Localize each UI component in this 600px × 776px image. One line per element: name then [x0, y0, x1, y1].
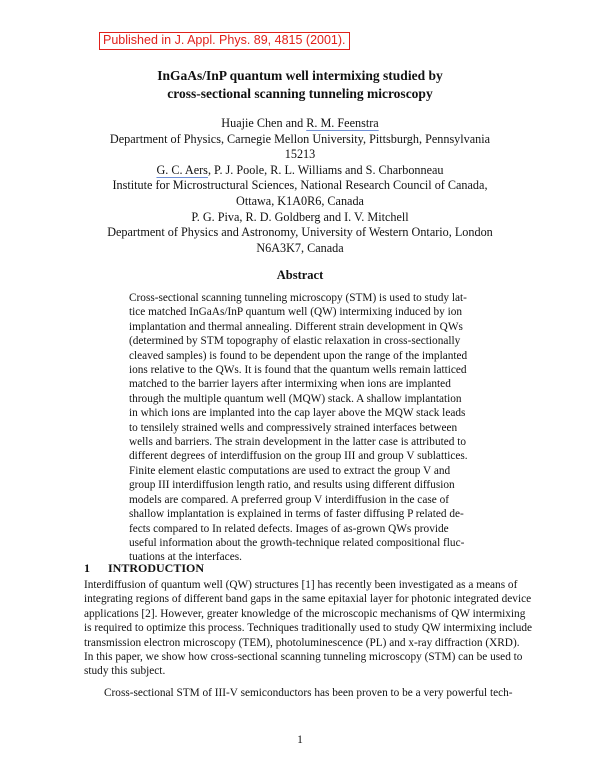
abstract-line: implantation and thermal annealing. Different strain development in QWs — [129, 320, 463, 333]
abstract-line: models are compared. A preferred group V interdiffusion in the case of — [129, 493, 449, 506]
section-heading — [84, 560, 204, 576]
affiliation-line: N6A3K7, Canada — [256, 240, 344, 255]
author-line-2 — [0, 163, 600, 179]
title-line: InGaAs/InP quantum well intermixing studied by — [157, 68, 443, 83]
affiliation-line: Ottawa, K1A0R6, Canada — [236, 193, 364, 208]
abstract-line: ions relative to the QWs. It is found that the quantum wells remain latticed — [129, 364, 467, 377]
abstract-line: to tensilely strained wells and compressively strained interfaces between — [129, 421, 458, 434]
abstract-line: useful information about the growth-technique related compositional fluc- — [129, 536, 465, 549]
intro-paragraph-2: Cross-sectional STM of III-V semiconductors has been proven to be a very powerful tech- — [104, 687, 513, 699]
intro-line: transmission electron microscopy (TEM), photoluminescence (PL) and x-ray diffraction (XRD). — [84, 636, 520, 649]
abstract-line: through the multiple quantum well (MQW) stack. A shallow implantation — [129, 392, 462, 405]
author-name: , P. J. Poole, R. L. Williams and S. Charbonneau — [207, 162, 444, 177]
author-link-feenstra[interactable]: R. M. Feenstra — [306, 116, 379, 130]
author-name: Huajie Chen and — [221, 116, 307, 130]
abstract-line: Finite element elastic computations are used to extract the group V and — [129, 464, 451, 477]
author-link-aers[interactable]: G. C. Aers — [156, 162, 208, 177]
abstract-line: cleaved samples) is found to be dependent upon the range of the implanted — [129, 349, 468, 362]
page-number: 1 — [297, 734, 303, 746]
abstract-line: different degrees of interdiffusion on the group III and group V sublattices. — [129, 450, 468, 463]
abstract-heading: Abstract — [276, 268, 324, 282]
abstract-line: shallow implantation is explained in terms of faster diffusing P related de- — [129, 508, 464, 521]
intro-line: is required to optimize this process. Techniques traditionally used to study QW intermixing include — [84, 622, 533, 635]
abstract-line: tuations at the interfaces. — [129, 551, 242, 564]
title-line: cross-sectional scanning tunneling microscopy — [167, 86, 433, 101]
abstract-line: tice matched InGaAs/InP quantum well (QW) intermixing induced by ion — [129, 306, 463, 319]
abstract-line: group III interdiffusion length ratio, and results using different diffusion — [129, 479, 455, 492]
author-block — [0, 116, 600, 256]
abstract-line: matched to the barrier layers after intermixing when ions are implanted — [129, 378, 451, 391]
affiliation-line: Department of Physics and Astronomy, University of Western Ontario, London — [107, 225, 493, 240]
intro-line: study this subject. — [84, 665, 166, 678]
author-line-3: P. G. Piva, R. D. Goldberg and I. V. Mitchell — [191, 209, 409, 224]
author-line-1 — [0, 116, 600, 132]
section-number: 1 — [84, 561, 90, 575]
abstract-body — [129, 291, 475, 565]
abstract-line: (determined by STM topography of elastic relaxation in cross-sectionally — [129, 335, 461, 348]
affiliation-line: Institute for Microstructural Sciences, National Research Council of Canada, — [112, 178, 488, 193]
affiliation-line: 15213 — [284, 147, 316, 162]
abstract-line: Cross-sectional scanning tunneling microscopy (STM) is used to study lat- — [129, 292, 467, 304]
introduction-body — [84, 578, 533, 679]
affiliation-line: Department of Physics, Carnegie Mellon University, Pittsburgh, Pennsylvania — [109, 131, 491, 146]
abstract-line: in which ions are implanted into the cap layer above the MQW stack leads — [129, 407, 466, 420]
intro-line: applications [2]. However, greater knowledge of the microscopic mechanisms of QW intermixing — [84, 607, 526, 620]
abstract-line: fects compared to In related defects. Images of as-grown QWs provide — [129, 522, 449, 535]
section-title: INTRODUCTION — [108, 561, 205, 575]
abstract-line: wells and barriers. The strain development in the latter case is attributed to — [129, 436, 467, 449]
intro-line: In this paper, we show how cross-sectional scanning tunneling microscopy (STM) can be used to — [84, 651, 523, 664]
paper-title — [0, 67, 600, 103]
publication-banner[interactable]: Published in J. Appl. Phys. 89, 4815 (2001). — [99, 32, 350, 50]
intro-line: integrating regions of different band gaps in the same epitaxial layer for photonic integrated device — [84, 593, 532, 606]
intro-line: Interdiffusion of quantum well (QW) structures [1] has recently been investigated as a means of — [84, 579, 518, 591]
